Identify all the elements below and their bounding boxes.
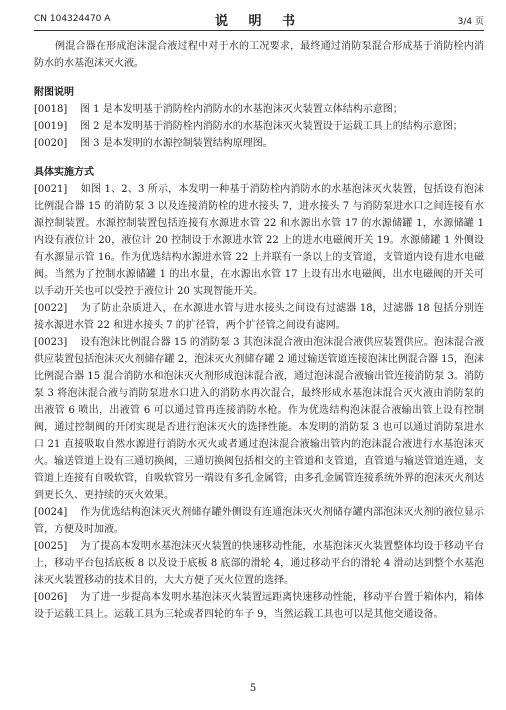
embodiment-paragraph: [34, 504, 484, 538]
drawing-item: [34, 101, 484, 118]
paragraph-text: 为了提高本发明水基泡沫灭火装置的快速移动性能，水基泡沫灭火装置整体均设于移动平台上，移动平台包括底板 8 以及设于底板 8 底部的滑轮 4，通过移动平台的滑轮 4 滑动达到整个水基泡沫灭火装置移动的技术目的，大大方便了灭火位置的选择。: [34, 541, 485, 586]
embodiment-paragraph: [34, 538, 484, 589]
paragraph-number: [0026]: [34, 592, 68, 603]
paragraph-number: [0020]: [34, 138, 68, 149]
paragraph-text: 设有泡沫比例混合器 15 的消防泵 3 其泡沫混合液由泡沫混合液供应装置供应。泡沫混合液供应装置包括泡沫灭火剂储存罐 2，泡沫灭火剂储存罐 2 通过输送管道连接泡沫比例混合器 15，泡沫比例混合器 15 混合消防水和泡沫灭火剂形成泡沫混合液，通过泡沫混合液输出管连接消防泵 3。消防泵 3 将泡沫混合液与消防泵进水口进入的消防水再次混合，最终形成水基泡沫混合灭火液由消防泵的出液管 6 喷出，出液管 6 可以通过管再连接消防水枪。作为优选结构泡沫混合液输出管上设有控制阀，通过控制阀的开闭实现是否进行泡沫灭火的选择性能。本发明的消防泵 3 也可以通过消防泵进水口 21 直接吸取自然水源进行消防水灭火或者通过泡沫混合液输出管内的泡沫混合液进行水基泡沫灭火。输送管道上设有三通切换阀，三通切换阀包括相交的主管道和支管道，直管道与输送管道连通，支管道上连接有自吸软管，自吸软管另一端设有多孔金属管，由多孔金属管连接系统外界的泡沫灭火剂达到更长久、更持续的灭火效果。: [34, 337, 484, 501]
paragraph-text: 为了进一步提高本发明水基泡沫灭火装置远距离快速移动性能，移动平台置于箱体内，箱体设于运载工具上。运载工具为三轮或者四轮的车子 9，当然运载工具也可以是其他交通设备。: [34, 592, 485, 620]
paragraph-number: [0021]: [34, 184, 68, 195]
embodiment-paragraph: [34, 181, 484, 300]
paragraph-number: [0022]: [34, 303, 68, 314]
paragraph-text: 如图 1、2、3 所示，本发明一种基于消防栓内消防水的水基泡沫灭火装置，包括设有泡沫比例混合器 15 的消防泵 3 以及连接消防栓的进水接头 7，进水接头 7 与消防泵进水口之间连接有水源控制装置。水源控制装置包括连接有水源进水管 22 和水源出水管 17 的水源储罐 1，水源储罐 1 内设有液位计 20，液位计 20 控制设于水源进水管 22 上的进水电磁阀开关 19。水源储罐 1 外侧设有水源显示管 16。作为优选结构水源进水管 22 上并联有一条以上的支管道，支管道内设有进水电磁阀。当然为了控制水源储罐 1 的出水量，在水源出水管 17 上设有出水电磁阀，出水电磁阀的开关可以手动开关也可以受控于液位计 20 实现智能开关。: [34, 184, 484, 297]
paragraph-number: [0025]: [34, 541, 68, 552]
intro-paragraph: 例混合器在形成泡沫混合液过程中对于水的工况要求，最终通过消防泵混合形成基于消防栓内消防水的水基泡沫灭火液。: [34, 41, 484, 69]
embodiment-paragraph: [34, 589, 484, 623]
paragraph-text: 为了防止杂质进入，在水源进水管与进水接头之间设有过滤器 18，过滤器 18 包括分别连接水源进水管 22 和进水接头 7 的扩径管，两个扩径管之间设有滤网。: [34, 303, 484, 331]
paragraph-text: 图 3 是本发明的水源控制装置结构原理图。: [79, 138, 273, 149]
paragraph-text: 图 2 是本发明基于消防栓内消防水的水基泡沫灭火装置设于运载工具上的结构示意图；: [79, 121, 463, 132]
paragraph-number: [0024]: [34, 507, 68, 518]
paragraph-number: [0023]: [34, 337, 68, 348]
page-header: [34, 8, 484, 31]
page-reference: 3/4 页: [457, 17, 484, 27]
drawings-heading: 附图说明: [34, 87, 74, 98]
drawing-item: [34, 135, 484, 152]
publication-number: CN 104324470 A: [34, 14, 111, 24]
embodiment-paragraph: [34, 334, 484, 504]
document-title: 说 明 书: [214, 14, 304, 29]
paragraph-text: 作为优选结构泡沫灭火剂储存罐外侧设有连通泡沫灭火剂储存罐内部泡沫灭火剂的液位显示管，方便及时加液。: [34, 507, 485, 535]
embodiment-paragraph: [34, 300, 484, 334]
page-number: 5: [249, 683, 257, 694]
drawing-item: [34, 118, 484, 135]
document-body: [34, 38, 484, 623]
paragraph-number: [0018]: [34, 104, 68, 115]
paragraph-text: 图 1 是本发明基于消防栓内消防水的水基泡沫灭火装置立体结构示意图；: [79, 104, 403, 115]
embodiment-heading: 具体实施方式: [34, 167, 94, 178]
paragraph-number: [0019]: [34, 121, 68, 132]
